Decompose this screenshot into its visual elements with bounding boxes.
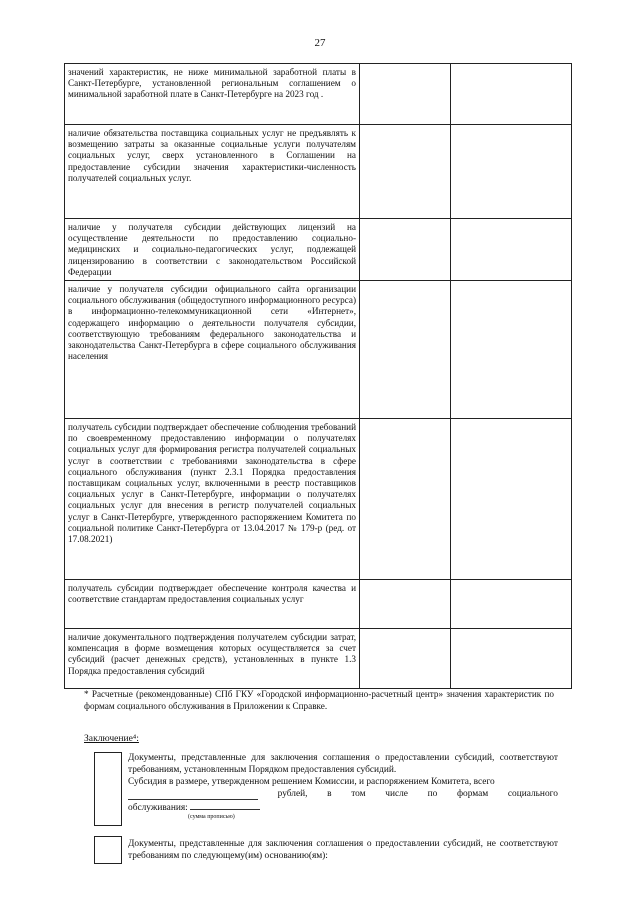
check-cell [451, 419, 572, 580]
check-cell [451, 125, 572, 219]
table-row [65, 580, 572, 629]
value-cell [360, 629, 451, 689]
value-cell [360, 219, 451, 281]
table-row [65, 125, 572, 219]
value-cell [360, 125, 451, 219]
footnote: * Расчетные (рекомендованные) СПб ГКУ «Городской информационно-расчетный центр» значения характеристик по формам социального обслуживания в Приложении к Справке. [84, 689, 554, 711]
table-row [65, 219, 572, 281]
conclusion-compliant-line1: Документы, представленные для заключения соглашения о предоставлении субсидий, соответствуют требованиям, установленным Порядком предоставления субсидий. [128, 753, 558, 775]
value-cell [360, 419, 451, 580]
conclusion-noncompliant-text: Документы, представленные для заключения соглашения о предоставлении субсидий, не соответствуют требованиям по следующему(им) основанию(ям): [128, 839, 558, 861]
criterion-cell: получатель субсидии подтверждает обеспечение соблюдения требований по своевременному предоставлению информации о получателях социальных услуг для формирования регистра получателей социальных услуг в соответствии с требованиями законодательства в сфере социального обслуживания (пункт 2.3.1 Порядка предоставления поставщикам социальных услуг, включенными в реестр поставщиков социальных услуг в Санкт-Петербурге, информации о получателях социальных услуг для внесения в регистр получателей социальных услуг в Санкт-Петербурге, утвержденного распоряжением Комитета по социальной политике Санкт-Петербурга от 13.04.2017 № 179-р (ред. от 17.08.2021) [65, 419, 360, 580]
services-amount-field[interactable] [190, 800, 260, 810]
value-cell [360, 580, 451, 629]
table-row [65, 419, 572, 580]
criterion-cell: наличие у получателя субсидии действующих лицензий на осуществление деятельности по предоставлению социально-медицинских и социально-педагогических услуг, подлежащей лицензированию в соответствии с законодательством Российской Федерации [65, 219, 360, 281]
table-row [65, 64, 572, 125]
check-cell [451, 580, 572, 629]
table-row [65, 629, 572, 689]
check-cell [451, 64, 572, 125]
sum-caption: (сумма прописью) [188, 814, 235, 820]
conclusion-noncompliant-checkbox[interactable] [94, 836, 122, 864]
check-cell [451, 629, 572, 689]
criterion-cell: значений характеристик, не ниже минимальной заработной платы в Санкт-Петербурге, установленной региональным соглашением о минимальной заработной плате в Санкт-Петербурге на 2023 год . [65, 64, 360, 125]
conclusion-compliant-text [128, 752, 558, 821]
value-cell [360, 64, 451, 125]
criterion-cell: наличие у получателя субсидии официального сайта организации социального обслуживания (общедоступного информационного ресурса) в информационно-телекоммуникационной сети «Интернет», содержащего информацию о деятельности получателя субсидии, соответствующую требованиям федерального законодательства и законодательства Санкт-Петербурга в сфере социального обслуживания населения [65, 281, 360, 419]
page-number: 27 [314, 37, 326, 49]
check-cell [451, 281, 572, 419]
criteria-table [64, 63, 572, 689]
conclusion-compliant-checkbox[interactable] [94, 752, 122, 826]
criterion-cell: получатель субсидии подтверждает обеспечение контроля качества и соответствие стандартам предоставления социальных услуг [65, 580, 360, 629]
criterion-cell: наличие обязательства поставщика социальных услуг не предъявлять к возмещению затраты за оказанные социальные услуги получателям социальных услуг, сверх установленного в Соглашении на предоставление субсидии значения характеристики-численность получателей социальных услуг. [65, 125, 360, 219]
check-cell [451, 219, 572, 281]
conclusion-label: Заключение⁴: [84, 733, 139, 744]
services-row: обслуживания: [128, 800, 558, 814]
subsidy-amount-row: рублей, в том числе по формам социального [128, 788, 558, 800]
conclusion-compliant-line2: Субсидия в размере, утвержденном решением Комиссии, и распоряжением Комитета, всего [128, 777, 495, 787]
subsidy-amount-field[interactable] [128, 789, 258, 800]
value-cell [360, 281, 451, 419]
criterion-cell: наличие документального подтверждения получателем субсидии затрат, компенсация в форме возмещения которых осуществляется за счет субсидий (расчет денежных средств), установленных в пункте 1.3 Порядка предоставления субсидий [65, 629, 360, 689]
table-row [65, 281, 572, 419]
